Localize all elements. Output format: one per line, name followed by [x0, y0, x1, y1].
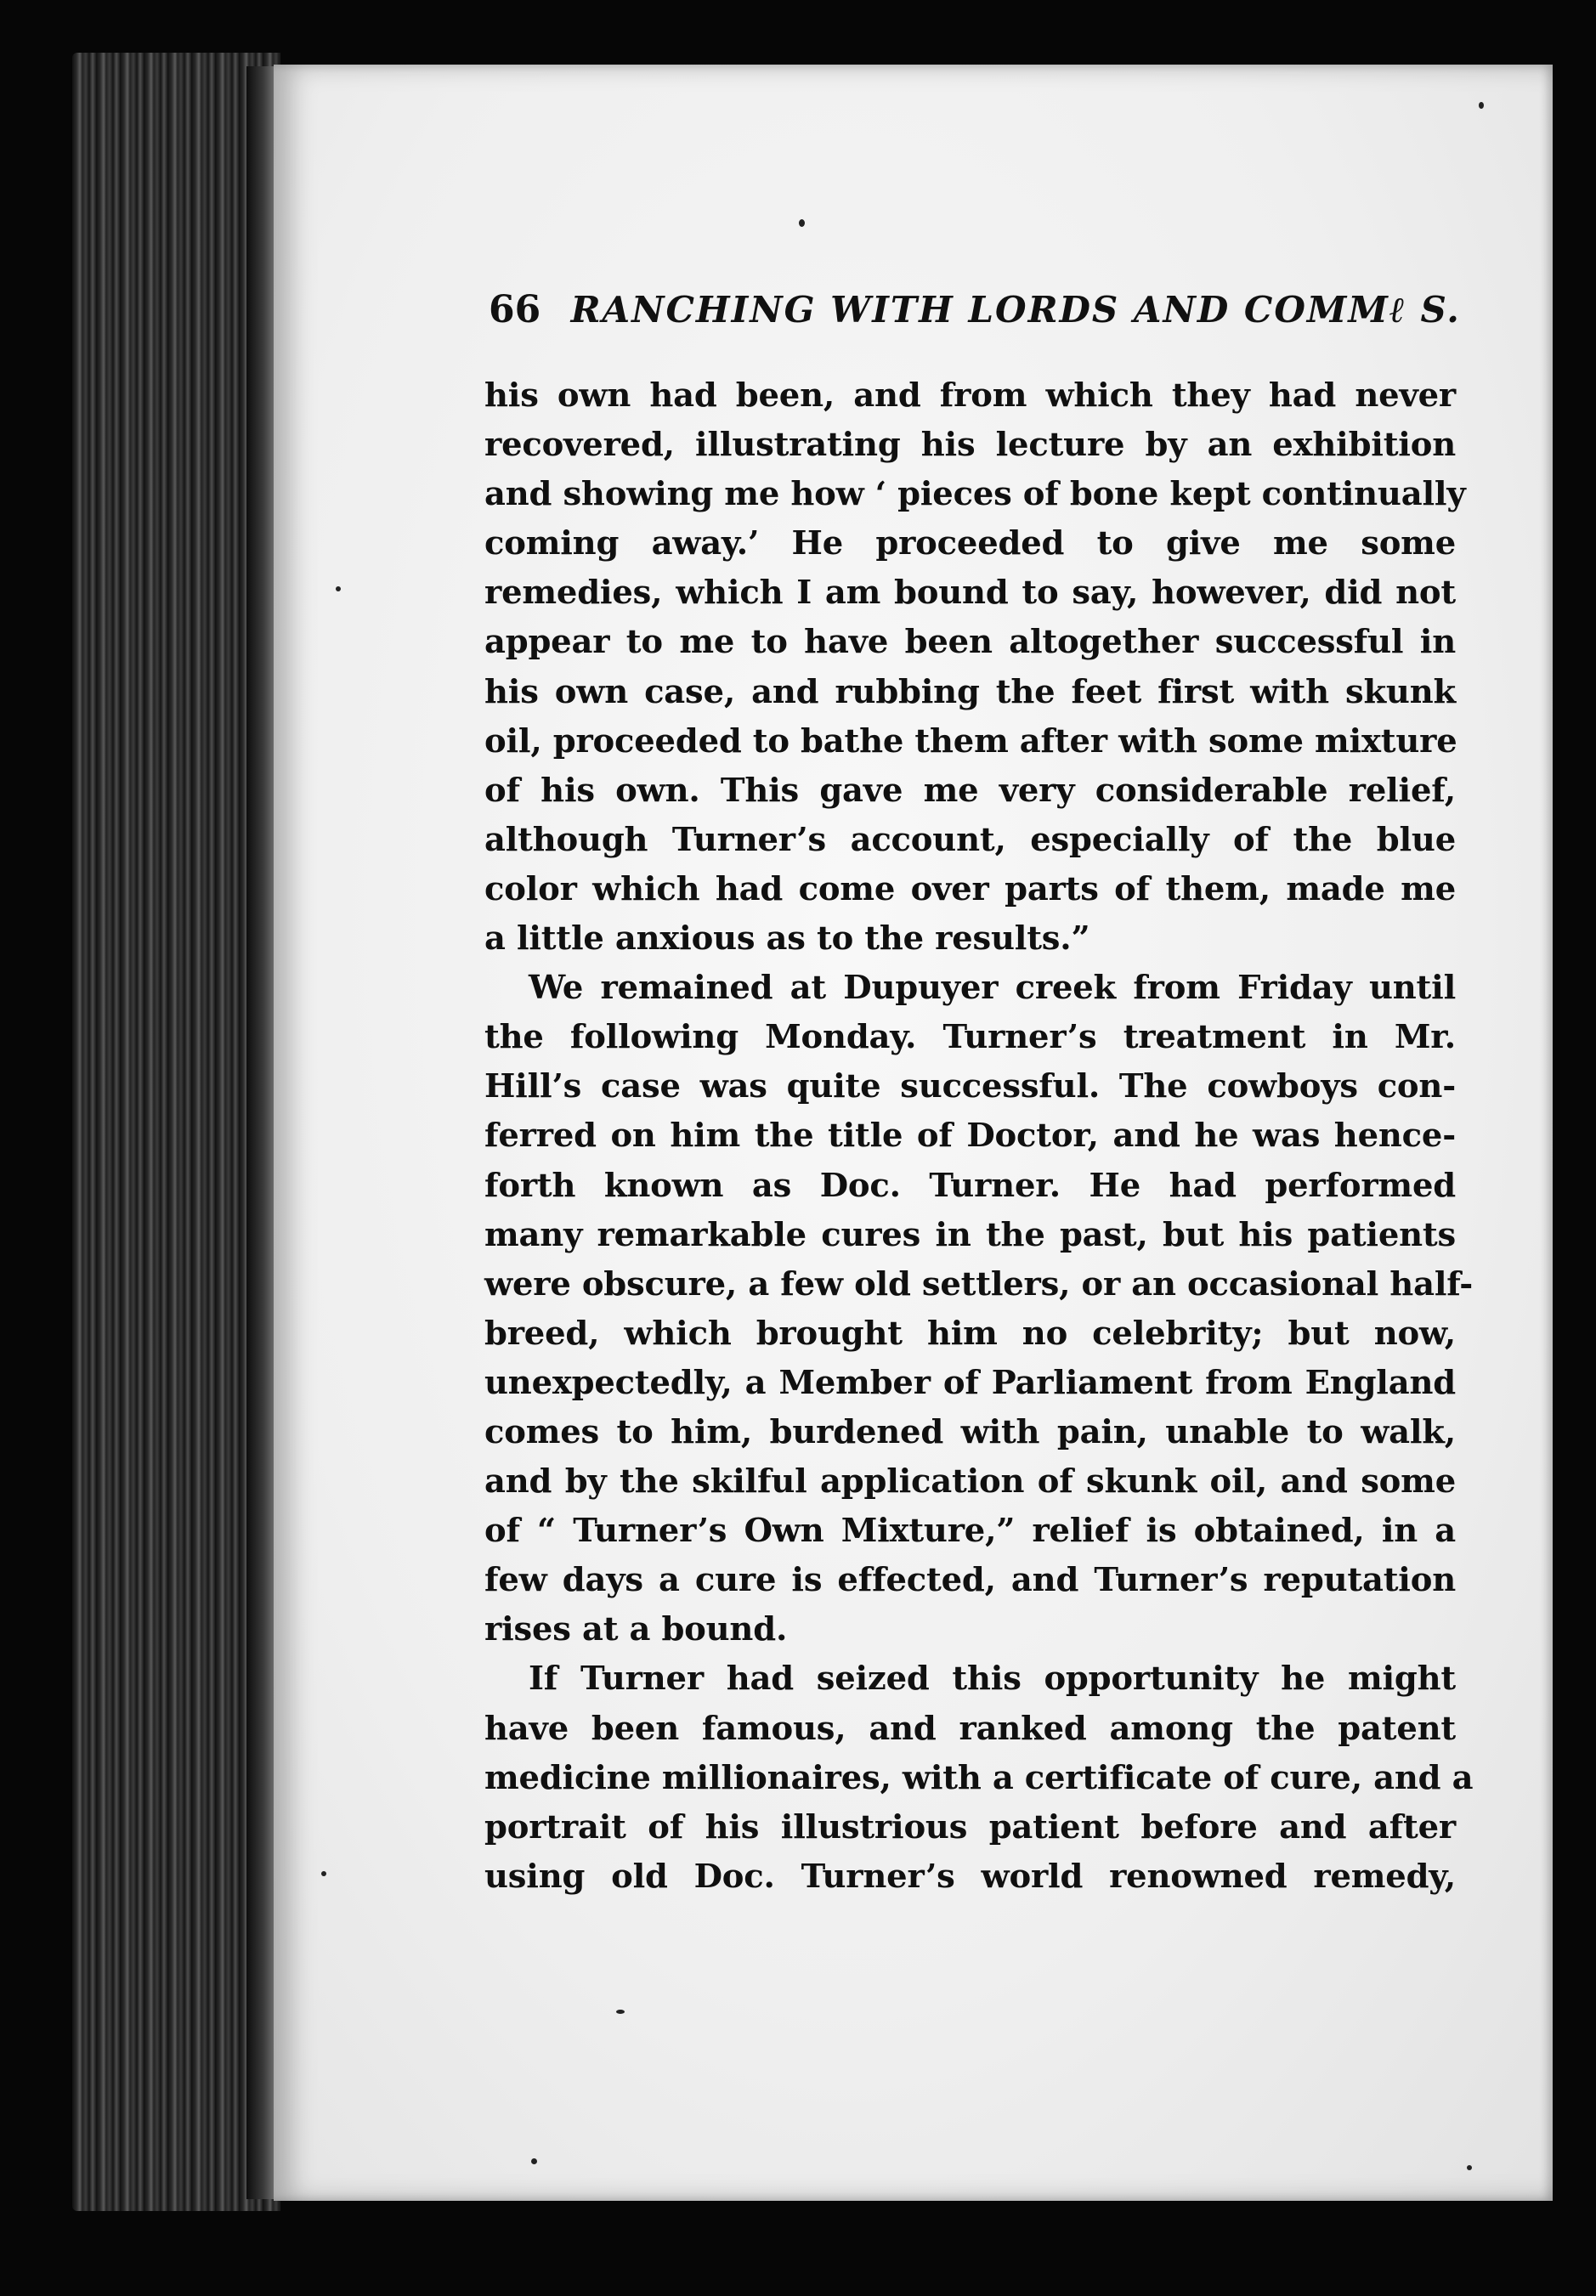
- running-head: [489, 280, 1461, 340]
- text-line: few days a cure is effected, and Turner’s reputation: [484, 1561, 1456, 1600]
- text-line: were obscure, a few old settlers, or an occasional half-: [484, 1264, 1474, 1304]
- text-line: although Turner’s account, especially of the blue: [484, 820, 1456, 859]
- text-line: and by the skilful application of skunk oil, and some: [484, 1462, 1456, 1501]
- running-title: RANCHING WITH LORDS AND COMMℓ S.: [570, 289, 1461, 331]
- text-line: portrait of his illustrious patient before and after: [484, 1807, 1456, 1846]
- text-line: Hill’s case was quite successful. The cowboys con-: [484, 1067, 1456, 1106]
- scan-speck: [799, 219, 805, 227]
- text-line: of “ Turner’s Own Mixture,” relief is obtained, in a: [484, 1512, 1456, 1551]
- text-line: oil, proceeded to bathe them after with some mixture: [484, 721, 1457, 761]
- text-line: remedies, which I am bound to say, however, did not: [484, 574, 1456, 613]
- text-line: his own case, and rubbing the feet first with skunk: [484, 672, 1456, 711]
- text-line: ferred on him the title of Doctor, and he was hence-: [484, 1117, 1456, 1156]
- text-line: the following Monday. Turner’s treatment in Mr.: [484, 1018, 1456, 1057]
- text-line: many remarkable cures in the past, but his patients: [484, 1215, 1456, 1254]
- scan-speck: [321, 1871, 326, 1876]
- text-line: comes to him, burdened with pain, unable to walk,: [484, 1412, 1456, 1451]
- text-line: coming away.’ He proceeded to give me some: [484, 524, 1456, 563]
- text-line: rises at a bound.: [484, 1610, 788, 1649]
- text-line: forth known as Doc. Turner. He had performed: [484, 1166, 1456, 1205]
- text-line: have been famous, and ranked among the patent: [484, 1709, 1456, 1748]
- scan-speck: [336, 586, 341, 591]
- text-line: breed, which brought him no celebrity; but now,: [484, 1314, 1456, 1353]
- text-line: recovered, illustrating his lecture by an exhibition: [484, 426, 1456, 465]
- body-text: [484, 371, 1474, 1902]
- text-line: medicine millionaires, with a certificate of cure, and a: [484, 1758, 1474, 1797]
- scan-speck: [531, 2158, 537, 2164]
- page-number: 66: [489, 288, 541, 331]
- scan-speck: [616, 2010, 625, 2014]
- text-line: and showing me how ‘ pieces of bone kept continually: [484, 475, 1466, 514]
- text-line: his own had been, and from which they had never: [484, 376, 1456, 415]
- text-line: unexpectedly, a Member of Parliament from England: [484, 1363, 1456, 1402]
- text-line: We remained at Dupuyer creek from Friday until: [529, 969, 1456, 1008]
- scan-speck: [1467, 2165, 1472, 2170]
- text-line: color which had come over parts of them, made me: [484, 869, 1456, 908]
- text-line: using old Doc. Turner’s world renowned remedy,: [484, 1857, 1456, 1896]
- text-line: of his own. This gave me very considerable relief,: [484, 771, 1456, 810]
- text-line: a little anxious as to the results.”: [484, 919, 1090, 959]
- scan-speck: [1479, 102, 1484, 109]
- text-line: appear to me to have been altogether successful in: [484, 623, 1456, 662]
- text-line: If Turner had seized this opportunity he might: [529, 1660, 1456, 1699]
